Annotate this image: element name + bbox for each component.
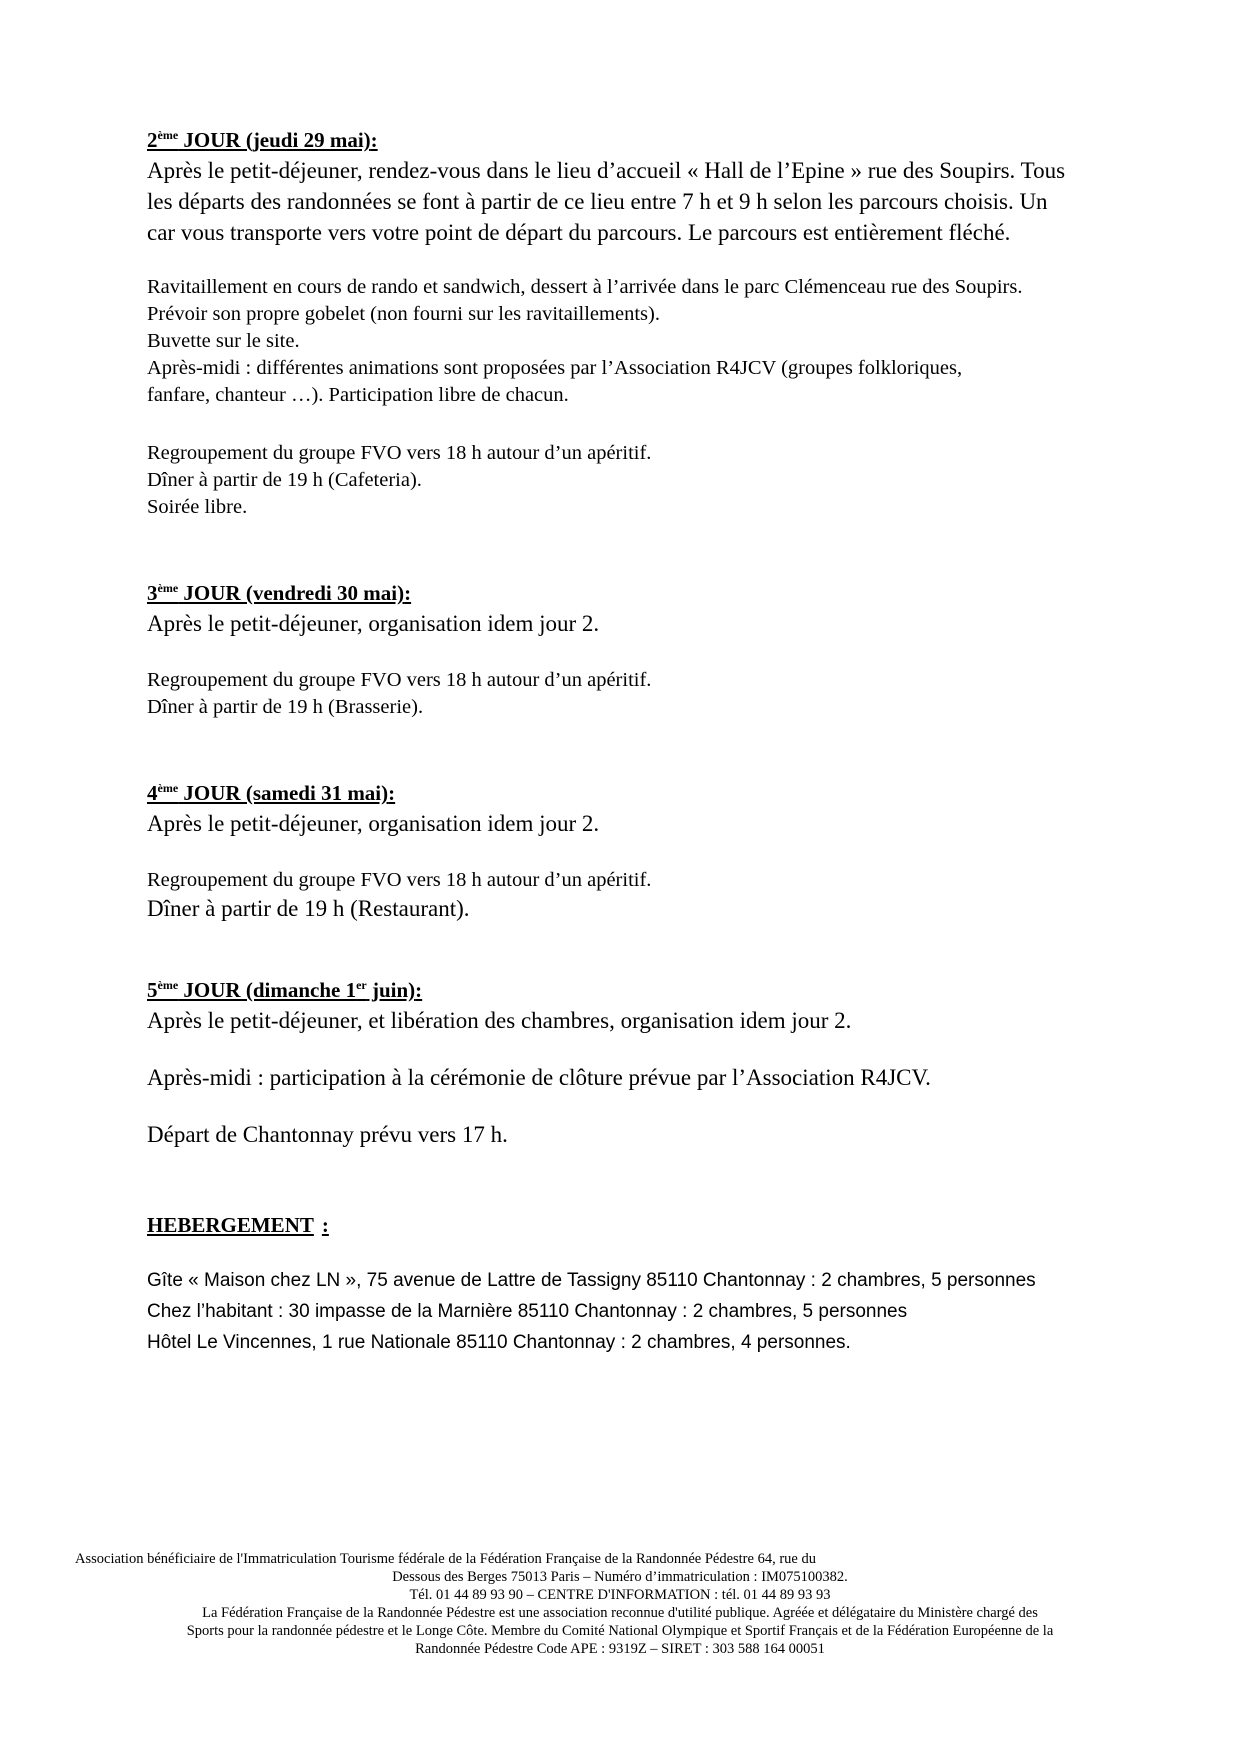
paragraph-line: car vous transporte vers votre point de départ du parcours. Le parcours est entièrement fléché. [147, 220, 1011, 245]
paragraph-line: Dîner à partir de 19 h (Cafeteria). [147, 469, 422, 491]
paragraph-line: Prévoir son propre gobelet (non fourni sur les ravitaillements). [147, 303, 660, 325]
day4-aperitif [147, 867, 1147, 894]
paragraph-line: Après le petit-déjeuner, organisation idem jour 2. [147, 811, 600, 836]
paragraph-line: Après-midi : participation à la cérémonie de clôture prévue par l’Association R4JCV. [147, 1065, 931, 1090]
footer-line: Association bénéficiaire de l'Immatriculation Tourisme fédérale de la Fédération Française de la Randonnée Pédestre 64, rue du [75, 1551, 816, 1567]
day4-title: 4ème JOUR (samedi 31 mai) [147, 781, 389, 805]
day5-afternoon [147, 1062, 1147, 1093]
list-item: Chez l’habitant : 30 impasse de la Marnière 85110 Chantonnay : 2 chambres, 5 personnes [147, 1301, 908, 1322]
day2-evening-paragraph [147, 440, 1147, 521]
day4-dinner [147, 893, 1147, 924]
paragraph-line: Ravitaillement en cours de rando et sandwich, dessert à l’arrivée dans le parc Clémenceau rue des Soupirs. [147, 276, 1023, 298]
paragraph-line: Buvette sur le site. [147, 330, 300, 352]
paragraph-line: Soirée libre. [147, 496, 248, 518]
day5-colon: : [415, 978, 423, 1002]
paragraph-line: Dîner à partir de 19 h (Restaurant). [147, 896, 470, 921]
paragraph-line: Après le petit-déjeuner, organisation idem jour 2. [147, 611, 600, 636]
day5-intro [147, 1005, 1147, 1036]
day2-details-paragraph [147, 274, 1147, 409]
paragraph-line: Départ de Chantonnay prévu vers 17 h. [147, 1122, 508, 1147]
day5-heading [147, 976, 1147, 1004]
day2-title: 2ème JOUR (jeudi 29 mai) [147, 128, 371, 152]
paragraph-line: Dîner à partir de 19 h (Brasserie). [147, 696, 424, 718]
footer-line: Tél. 01 44 89 93 90 – CENTRE D'INFORMATION : tél. 01 44 89 93 93 [409, 1587, 831, 1603]
day3-colon: : [404, 581, 412, 605]
day5-departure [147, 1119, 1147, 1150]
paragraph-line: Regroupement du groupe FVO vers 18 h autour d’un apéritif. [147, 869, 652, 891]
footer-line: Dessous des Berges 75013 Paris – Numéro d’immatriculation : IM075100382. [392, 1569, 848, 1585]
day4-heading [147, 779, 1147, 807]
day4-intro [147, 808, 1147, 839]
day2-heading [147, 126, 1147, 154]
paragraph-line: Après le petit-déjeuner, rendez-vous dans le lieu d’accueil « Hall de l’Epine » rue des Soupirs. Tous [147, 158, 1066, 183]
list-item: Hôtel Le Vincennes, 1 rue Nationale 85110 Chantonnay : 2 chambres, 4 personnes. [147, 1332, 851, 1353]
day4-colon: : [388, 781, 396, 805]
page-footer [60, 1550, 1180, 1658]
footer-line: Randonnée Pédestre Code APE : 9319Z – SIRET : 303 588 164 00051 [415, 1641, 825, 1657]
day2-colon: : [370, 128, 378, 152]
hebergement-title: HEBERGEMENT [147, 1213, 314, 1237]
hebergement-heading [147, 1211, 1147, 1239]
list-item: Gîte « Maison chez LN », 75 avenue de Lattre de Tassigny 85110 Chantonnay : 2 chambres, 5 personnes [147, 1270, 1036, 1291]
day3-intro [147, 608, 1147, 639]
day3-evening-paragraph [147, 667, 1147, 721]
hebergement-list [147, 1265, 1147, 1358]
day2-intro-paragraph [147, 155, 1147, 248]
paragraph-line: fanfare, chanteur …). Participation libre de chacun. [147, 384, 569, 406]
paragraph-line: Regroupement du groupe FVO vers 18 h autour d’un apéritif. [147, 442, 652, 464]
paragraph-line: les départs des randonnées se font à partir de ce lieu entre 7 h et 9 h selon les parcours choisis. Un [147, 189, 1048, 214]
footer-line: Sports pour la randonnée pédestre et le Longe Côte. Membre du Comité National Olympique et Sportif Français et de la Fédération Européenne de la [186, 1623, 1054, 1639]
footer-line: La Fédération Française de la Randonnée Pédestre est une association reconnue d'utilité publique. Agréée et délégataire du Ministère chargé des [202, 1605, 1038, 1621]
day3-heading [147, 579, 1147, 607]
paragraph-line: Après-midi : différentes animations sont proposées par l’Association R4JCV (groupes folkloriques, [147, 357, 963, 379]
day3-title: 3ème JOUR (vendredi 30 mai) [147, 581, 405, 605]
paragraph-line: Après le petit-déjeuner, et libération des chambres, organisation idem jour 2. [147, 1008, 852, 1033]
day5-title: 5ème JOUR (dimanche 1er juin) [147, 978, 416, 1002]
paragraph-line: Regroupement du groupe FVO vers 18 h autour d’un apéritif. [147, 669, 652, 691]
hebergement-colon: : [321, 1213, 329, 1237]
